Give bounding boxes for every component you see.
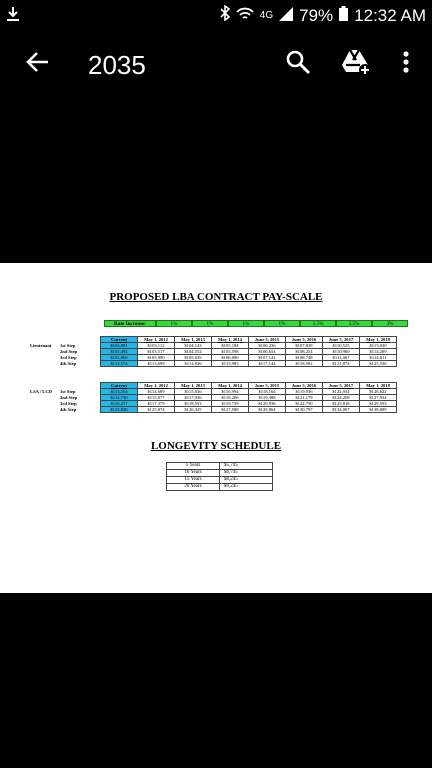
pay-cell: $114,730 <box>101 395 138 401</box>
pay-cell: $106,080 <box>212 355 249 361</box>
column-header: June 5, 2016 <box>286 383 323 389</box>
pay-cell: $122,750 <box>286 401 323 407</box>
longevity-amount: $9,245 <box>220 484 273 491</box>
column-header: June 5, 2016 <box>286 337 323 343</box>
column-header: June 5, 2015 <box>249 337 286 343</box>
column-header: May 1, 2012 <box>138 383 175 389</box>
document-page[interactable] <box>0 263 432 593</box>
pay-cell: $114,289 <box>360 349 397 355</box>
pay-cell: $105,184 <box>212 343 249 349</box>
signal-icon <box>279 6 293 26</box>
pay-cell: $114,689 <box>138 389 175 395</box>
app-bar <box>0 32 432 96</box>
column-header: May 1, 2013 <box>175 383 212 389</box>
more-vert-icon[interactable] <box>392 48 420 76</box>
lieutenant-table <box>30 336 397 367</box>
pay-cell: $107,829 <box>286 343 323 349</box>
rate-cell: 1% <box>192 320 228 327</box>
pay-cell: $116,994 <box>212 389 249 395</box>
pay-cell: $102,492 <box>101 349 138 355</box>
pay-cell: $112,574 <box>101 361 138 367</box>
pay-cell: $127,588 <box>212 407 249 413</box>
pay-cell: $123,836 <box>101 407 138 413</box>
rank-label: Lieutenant <box>30 343 52 348</box>
pay-cell: $113,699 <box>138 361 175 367</box>
step-label: 1st Step <box>60 343 76 348</box>
pay-cell: $111,467 <box>323 355 360 361</box>
pay-cell: $110,960 <box>323 349 360 355</box>
column-header: June 5, 2017 <box>323 383 360 389</box>
column-header: May 1, 2018 <box>360 337 397 343</box>
rate-cell: 1% <box>228 320 264 327</box>
pay-cell: $121,874 <box>323 361 360 367</box>
column-header: May 1, 2018 <box>360 383 397 389</box>
pay-cell: $117,379 <box>138 401 175 407</box>
rate-label: Rate Increase: <box>104 320 156 327</box>
rate-cell: 3% <box>372 320 408 327</box>
step-label: 4th Step <box>60 361 77 366</box>
pay-cell: $119,388 <box>249 395 286 401</box>
longevity-years: 15 Years <box>167 477 220 484</box>
pay-cell: $118,902 <box>286 361 323 367</box>
wifi-icon <box>236 6 254 26</box>
pay-cell: $102,960 <box>101 355 138 361</box>
pay-cell: $134,067 <box>323 407 360 413</box>
pay-cell: $129,593 <box>360 401 397 407</box>
pay-cell: $126,622 <box>360 389 397 395</box>
pay-cell: $115,985 <box>212 361 249 367</box>
pay-cell: $114,836 <box>175 361 212 367</box>
clock: 12:32 AM <box>354 5 426 25</box>
battery-icon <box>339 6 348 26</box>
table-row <box>167 470 273 477</box>
longevity-years: 5 Years <box>167 463 220 470</box>
pay-cell: $126,325 <box>175 407 212 413</box>
pay-cell: $121,179 <box>286 395 323 401</box>
pay-cell: $108,254 <box>286 349 323 355</box>
pay-cell: $110,525 <box>323 343 360 349</box>
longevity-table <box>166 462 273 491</box>
longevity-years: 10 Years <box>167 470 220 477</box>
pay-cell: $138,089 <box>360 407 397 413</box>
rate-cell: 1% <box>156 320 192 327</box>
pay-cell: $127,934 <box>360 395 397 401</box>
bluetooth-icon <box>220 5 230 26</box>
step-label: 2nd Step <box>60 395 78 400</box>
longevity-amount: $5,745 <box>220 463 273 470</box>
pay-cell: $117,036 <box>175 395 212 401</box>
table-row <box>30 361 397 367</box>
download-icon <box>6 6 20 27</box>
longevity-amount: $6,745 <box>220 470 273 477</box>
step-label: 2nd Step <box>60 349 78 354</box>
step-label: 3rd Step <box>60 401 77 406</box>
table-row <box>167 477 273 484</box>
longevity-amount: $8,245 <box>220 477 273 484</box>
pay-cell: $120,936 <box>249 401 286 407</box>
lsa-lcd-table <box>30 382 397 413</box>
longevity-years: 20 Years <box>167 484 220 491</box>
column-header: June 5, 2015 <box>249 383 286 389</box>
pay-cell: $124,208 <box>323 395 360 401</box>
pay-cell: $104,552 <box>175 349 212 355</box>
pay-cell: $113,554 <box>101 389 138 395</box>
battery-percent: 79% <box>299 5 334 25</box>
step-label: 3rd Step <box>60 355 77 360</box>
pay-cell: $130,797 <box>286 407 323 413</box>
column-header: May 1, 2012 <box>138 337 175 343</box>
status-bar <box>0 0 432 32</box>
column-header: May 1, 2014 <box>212 337 249 343</box>
longevity-title: LONGEVITY SCHEDULE <box>150 440 282 452</box>
status-right <box>220 5 426 26</box>
document-title: 2035 <box>88 50 146 80</box>
pay-cell: $117,144 <box>249 361 286 367</box>
pay-cell: $116,217 <box>101 401 138 407</box>
pay-cell: $107,141 <box>249 355 286 361</box>
network-type-label: 4G <box>259 10 274 21</box>
rate-cell: 1% <box>264 320 300 327</box>
pay-cell: $119,936 <box>286 389 323 395</box>
pay-cell: $104,143 <box>175 343 212 349</box>
rate-cell: 2.5% <box>336 320 372 327</box>
pay-cell: $113,840 <box>360 343 397 349</box>
column-header: Current <box>101 337 138 343</box>
rate-cell: 1.5% <box>300 320 336 327</box>
table-row <box>30 407 397 413</box>
pay-cell: $114,811 <box>360 355 397 361</box>
pay-cell: $122,934 <box>323 389 360 395</box>
pay-cell: $125,818 <box>323 401 360 407</box>
rate-increase-row <box>104 320 408 327</box>
pay-cell: $108,748 <box>286 355 323 361</box>
pay-cell: $106,654 <box>249 349 286 355</box>
add-to-drive-icon[interactable] <box>341 48 369 76</box>
pay-cell: $103,517 <box>138 349 175 355</box>
pay-cell: $102,091 <box>101 343 138 349</box>
table-row <box>167 463 273 470</box>
pay-cell: $118,164 <box>249 389 286 395</box>
pay-cell: $118,553 <box>175 401 212 407</box>
pay-cell: $105,598 <box>212 349 249 355</box>
pay-cell: $105,029 <box>175 355 212 361</box>
pay-cell: $115,836 <box>175 389 212 395</box>
column-header: June 5, 2017 <box>323 337 360 343</box>
search-icon[interactable] <box>284 48 312 76</box>
back-arrow-icon[interactable] <box>24 48 52 76</box>
pay-cell: $115,877 <box>138 395 175 401</box>
pay-scale-title: PROPOSED LBA CONTRACT PAY-SCALE <box>109 291 323 303</box>
pay-cell: $125,074 <box>138 407 175 413</box>
pay-cell: $103,990 <box>138 355 175 361</box>
pay-cell: $128,864 <box>249 407 286 413</box>
pay-cell: $119,739 <box>212 401 249 407</box>
column-header: May 1, 2014 <box>212 383 249 389</box>
pay-cell: $118,206 <box>212 395 249 401</box>
column-header: May 1, 2013 <box>175 337 212 343</box>
step-label: 1st Step <box>60 389 76 394</box>
column-header: Current <box>101 383 138 389</box>
rank-label: LSA / LCD <box>30 389 52 394</box>
pay-cell: $125,530 <box>360 361 397 367</box>
step-label: 4th Step <box>60 407 77 412</box>
pay-cell: $103,112 <box>138 343 175 349</box>
table-row <box>167 484 273 491</box>
pay-cell: $106,236 <box>249 343 286 349</box>
